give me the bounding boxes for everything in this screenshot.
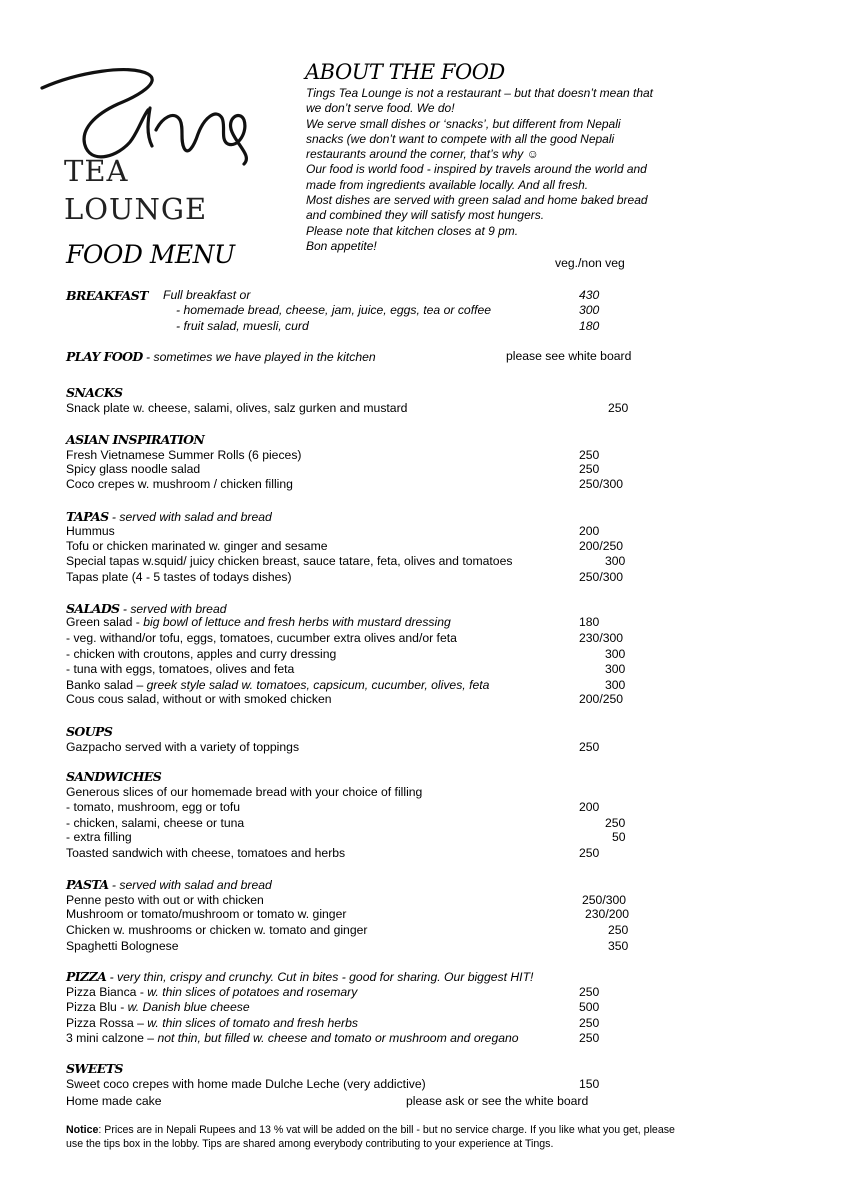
about-line: snacks (we don’t want to compete with all the good Nepali [306, 131, 615, 146]
section-subtitle: - served with salad and bread [108, 510, 272, 524]
menu-item: Hummus [66, 524, 115, 538]
section-title-sandwiches: SANDWICHES [66, 769, 162, 784]
menu-price: 250 [608, 401, 629, 415]
about-line: We serve small dishes or ‘snacks’, but different from Nepali [306, 116, 621, 131]
menu-price: 250/300 [582, 893, 627, 907]
logo-lounge: LOUNGE [64, 192, 208, 226]
menu-item: Coco crepes w. mushroom / chicken filling [66, 477, 293, 491]
menu-item: Full breakfast or [163, 288, 251, 302]
notice-text: : Prices are in Nepali Rupees and 13 % vat will be added on the bill - but no service charge. If you like what you get, please use the tips box in the lobby. Tips are shared among everybody contributing to your experience at Tings. [66, 1124, 675, 1150]
section-title-text: PLAY FOOD [66, 349, 143, 364]
menu-price: 250/300 [579, 477, 624, 491]
item-desc: w. Danish blue cheese [127, 1000, 250, 1014]
menu-price: 500 [579, 1000, 600, 1014]
about-title: ABOUT THE FOOD [305, 60, 505, 84]
about-line: made from ingredients available locally. And all fresh. [306, 177, 589, 192]
section-subtitle: - sometimes we have played in the kitchen [142, 350, 376, 364]
logo [38, 60, 278, 270]
menu-price: 430 [579, 288, 600, 302]
menu-price: please ask or see the white board [406, 1094, 589, 1108]
menu-price: 250 [579, 985, 600, 999]
section-title-soups: SOUPS [66, 724, 113, 739]
section-subtitle: - very thin, crispy and crunchy. Cut in bites - good for sharing. Our biggest HIT! [106, 970, 534, 984]
about-line: Tings Tea Lounge is not a restaurant – but that doesn’t mean that [306, 86, 654, 100]
menu-price: 250 [608, 923, 629, 937]
menu-price: 300 [605, 554, 626, 568]
menu-price: 200/250 [579, 692, 624, 706]
menu-item [66, 615, 451, 629]
menu-price: 250 [579, 448, 600, 462]
menu-price: 250 [579, 1031, 600, 1045]
menu-price: 250 [579, 846, 600, 860]
price-column-header: veg./non veg [555, 256, 625, 270]
menu-item: Sweet coco crepes with home made Dulche Leche (very addictive) [66, 1077, 426, 1091]
item-desc: not thin, but filled w. cheese and tomato or mushroom and oregano [157, 1031, 519, 1045]
menu-item: Tofu or chicken marinated w. ginger and sesame [66, 539, 328, 553]
about-line: and combined they will satisfy most hungers. [306, 208, 545, 223]
menu-price: 300 [605, 678, 626, 692]
section-title-salads [66, 601, 227, 616]
menu-item: - tuna with eggs, tomatoes, olives and feta [66, 662, 295, 676]
item-name: Pizza Bianca - [66, 985, 148, 999]
section-title-breakfast: BREAKFAST [66, 288, 148, 303]
menu-price: 230/200 [585, 907, 630, 921]
about-line: Bon appetite! [306, 238, 377, 253]
menu-item: Generous slices of our homemade bread with your choice of filling [66, 785, 423, 799]
menu-item: Toasted sandwich with cheese, tomatoes and herbs [66, 846, 346, 860]
menu-item: Penne pesto with out or with chicken [66, 893, 264, 907]
menu-item: Fresh Vietnamese Summer Rolls (6 pieces) [66, 448, 302, 462]
section-title-asian: ASIAN INSPIRATION [66, 432, 205, 447]
notice-label: Notice [66, 1124, 99, 1136]
menu-item: Spaghetti Bolognese [66, 939, 179, 953]
menu-item: - veg. withand/or tofu, eggs, tomatoes, cucumber extra olives and/or feta [66, 631, 457, 645]
section-subtitle: - served with salad and bread [108, 878, 272, 892]
menu-price: 200 [579, 800, 600, 814]
section-title-pasta [66, 877, 272, 892]
menu-price: 180 [579, 615, 600, 629]
section-title-sweets: SWEETS [66, 1061, 123, 1076]
about-line: restaurants around the corner, that’s why ☺ [306, 147, 539, 162]
item-name: Green salad - [66, 615, 144, 629]
section-title-text: SALADS [66, 601, 120, 616]
menu-item: Mushroom or tomato/mushroom or tomato w. ginger [66, 907, 347, 921]
menu-price: 300 [579, 303, 600, 317]
menu-item: - chicken, salami, cheese or tuna [66, 816, 245, 830]
menu-item [66, 1000, 250, 1014]
menu-item: Special tapas w.squid/ juicy chicken breast, sauce tatare, feta, olives and tomatoes [66, 554, 513, 568]
menu-item: Gazpacho served with a variety of toppings [66, 740, 300, 754]
section-title-snacks: SNACKS [66, 385, 123, 400]
menu-price: 300 [605, 662, 626, 676]
menu-item: - extra filling [66, 830, 132, 844]
menu-price: please see white board [506, 349, 632, 363]
item-desc: big bowl of lettuce and fresh herbs with mustard dressing [143, 615, 451, 629]
item-name: Pizza Blu - [66, 1000, 128, 1014]
food-menu-title: FOOD MENU [66, 240, 235, 269]
section-title-text: PASTA [66, 877, 109, 892]
item-desc: greek style salad w. tomatoes, capsicum, cucumber, olives, feta [146, 678, 490, 692]
section-subtitle: - served with bread [119, 602, 227, 616]
section-title-pizza [66, 969, 533, 984]
menu-price: 350 [608, 939, 629, 953]
menu-price: 150 [579, 1077, 600, 1091]
menu-price: 250 [579, 462, 600, 476]
menu-price: 230/300 [579, 631, 624, 645]
menu-item: Tapas plate (4 - 5 tastes of todays dishes) [66, 570, 292, 584]
menu-item [66, 985, 357, 999]
menu-item: Snack plate w. cheese, salami, olives, salz gurken and mustard [66, 401, 408, 415]
menu-price: 250 [579, 740, 600, 754]
about-line: Please note that kitchen closes at 9 pm. [306, 223, 519, 238]
item-name: Pizza Rossa – [66, 1016, 148, 1030]
menu-price: 180 [579, 319, 600, 333]
about-text [306, 86, 706, 254]
menu-item: Cous cous salad, without or with smoked chicken [66, 692, 332, 706]
about-line: we don’t serve food. We do! [306, 101, 455, 116]
notice [66, 1123, 676, 1151]
menu-item: - fruit salad, muesli, curd [176, 319, 309, 333]
menu-item: Chicken w. mushrooms or chicken w. tomato and ginger [66, 923, 368, 937]
item-desc: w. thin slices of tomato and fresh herbs [147, 1016, 358, 1030]
section-title-tapas [66, 509, 272, 524]
menu-price: 200 [579, 524, 600, 538]
menu-item [66, 1031, 519, 1045]
menu-item: - homemade bread, cheese, jam, juice, eggs, tea or coffee [176, 303, 492, 317]
section-title-text: TAPAS [66, 509, 109, 524]
menu-price: 50 [612, 830, 626, 844]
menu-price: 200/250 [579, 539, 624, 553]
menu-price: 300 [605, 647, 626, 661]
item-desc: w. thin slices of potatoes and rosemary [147, 985, 358, 999]
menu-item: Home made cake [66, 1094, 162, 1108]
section-title-play-food [66, 349, 376, 364]
menu-item: - chicken with croutons, apples and curry dressing [66, 647, 337, 661]
menu-item: Spicy glass noodle salad [66, 462, 201, 476]
about-line: Most dishes are served with green salad and home baked bread [306, 193, 648, 208]
logo-tea: TEA [64, 154, 129, 188]
menu-item [66, 678, 489, 692]
menu-item [66, 1016, 358, 1030]
menu-price: 250 [605, 816, 626, 830]
about-line: Our food is world food - inspired by travels around the world and [306, 162, 647, 177]
item-name: 3 mini calzone – [66, 1031, 158, 1045]
menu-price: 250/300 [579, 570, 624, 584]
section-title-text: PIZZA [66, 969, 107, 984]
item-name: Banko salad – [66, 678, 147, 692]
menu-item: - tomato, mushroom, egg or tofu [66, 800, 241, 814]
menu-price: 250 [579, 1016, 600, 1030]
